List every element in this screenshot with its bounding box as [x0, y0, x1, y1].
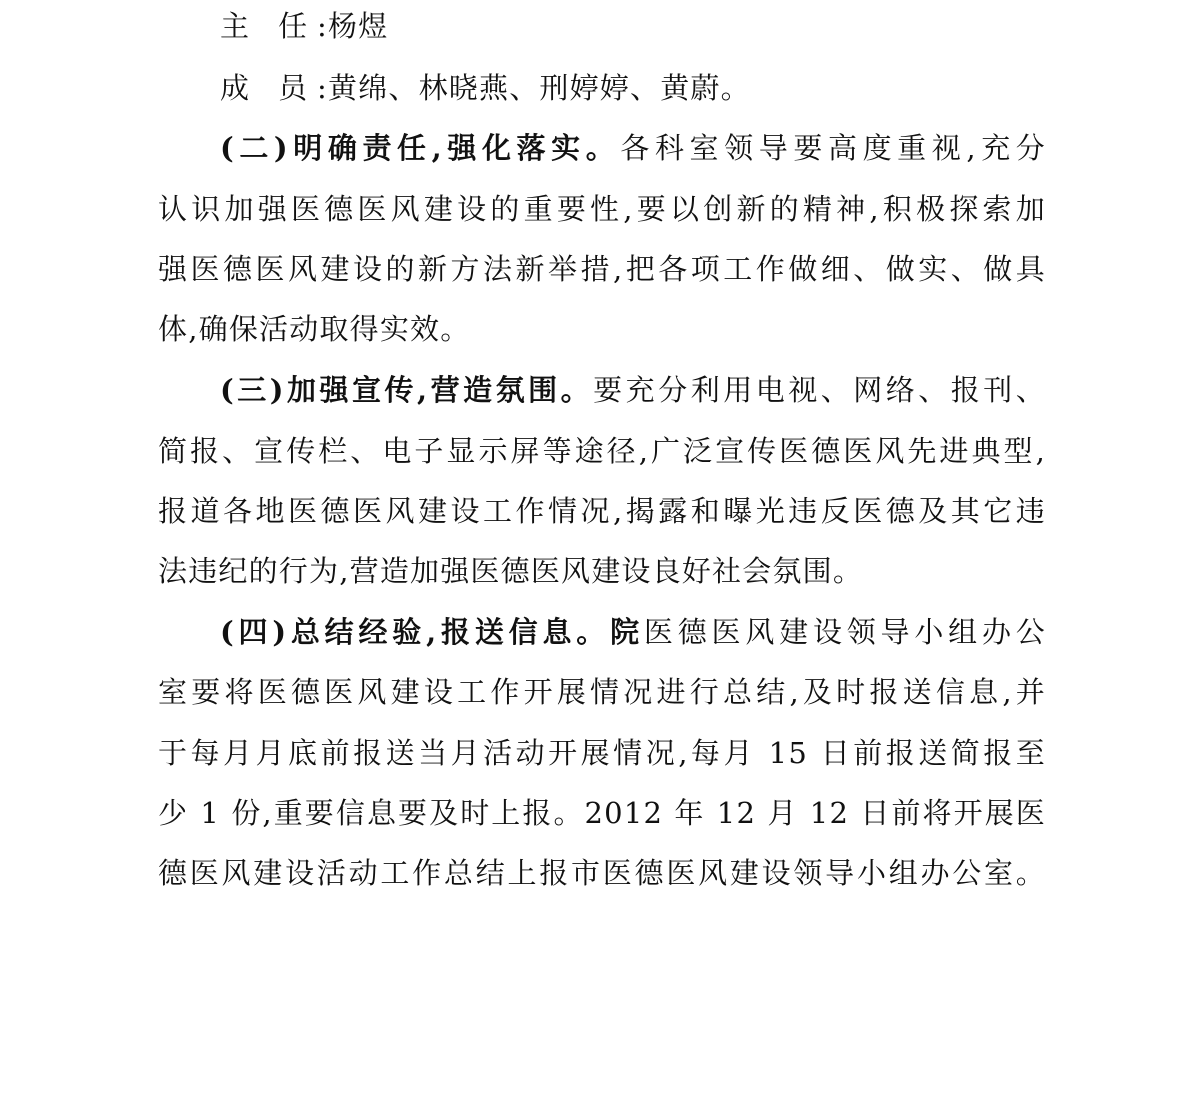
- section2-line-3: 强医德医风建设的新方法新举措,把各项工作做细、做实、做具: [158, 252, 1046, 286]
- section3-line-3: 报道各地医德医风建设工作情况,揭露和曝光违反医德及其它违: [158, 494, 1046, 528]
- section4-text-1: 医德医风建设领导小组办公: [643, 615, 1046, 649]
- section3-line-2: 简报、宣传栏、电子显示屏等途径,广泛宣传医德医风先进典型,: [158, 434, 1046, 468]
- section4-line-2: 室要将医德医风建设工作开展情况进行总结,及时报送信息,并: [158, 675, 1046, 709]
- section2-heading: (二)明确责任,强化落实。: [220, 131, 621, 165]
- section2-line-4: 体,确保活动取得实效。: [158, 312, 471, 346]
- members-names: 黄绵、林晓燕、刑婷婷、黄蔚。: [328, 71, 751, 105]
- section3-text-1: 要充分利用电视、网络、报刊、: [593, 373, 1046, 407]
- director-line: [220, 6, 1108, 46]
- director-name: 杨煜: [328, 9, 389, 43]
- section2-line-2: 认识加强医德医风建设的重要性,要以创新的精神,积极探索加: [158, 192, 1046, 226]
- director-label: 主 任:: [220, 9, 328, 43]
- section3-line-1: [220, 370, 1046, 410]
- members-label: 成 员:: [220, 71, 328, 105]
- section3-heading: (三)加强宣传,营造氛围。: [220, 373, 594, 407]
- section4-line-5: 德医风建设活动工作总结上报市医德医风建设领导小组办公室。: [158, 856, 1046, 890]
- members-line: [220, 68, 1108, 108]
- section2-text-1: 各科室领导要高度重视,充分: [620, 131, 1046, 165]
- section4-heading: (四)总结经验,报送信息。院: [220, 615, 644, 649]
- section4-line-3: 于每月月底前报送当月活动开展情况,每月 15 日前报送简报至: [158, 736, 1046, 770]
- section3-line-4: 法违纪的行为,营造加强医德医风建设良好社会氛围。: [158, 554, 864, 588]
- section2-line-1: [220, 128, 1046, 168]
- section4-line-4: 少 1 份,重要信息要及时上报。2012 年 12 月 12 日前将开展医: [158, 796, 1046, 830]
- section4-line-1: [220, 612, 1046, 652]
